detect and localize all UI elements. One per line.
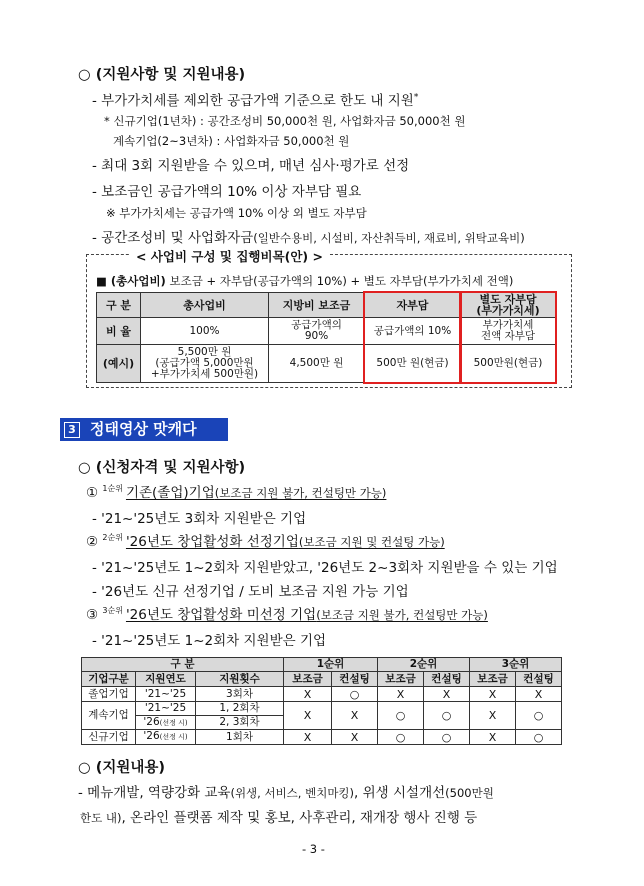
highlight-self-column: [363, 291, 462, 384]
section-number: 3: [64, 422, 80, 438]
budget-ratio-subsidy: [269, 318, 365, 345]
budget-example-total-2: (공급가액 5,000만원: [155, 357, 254, 369]
eligibility-table: [81, 657, 562, 745]
footnote-mark: *: [413, 92, 419, 103]
support-content-2b: , 온라인 플랫폼 제작 및 홍보, 사후관리, 재개장 행사 진행 등: [121, 810, 478, 826]
rank-3-number: ③: [86, 607, 99, 623]
budget-formula: [96, 273, 513, 289]
budget-ratio-extra-1: 부가가치세: [482, 319, 534, 331]
support-content-1d: (500만원: [445, 786, 494, 800]
header-subsidy-1: 보조금: [284, 672, 332, 687]
budget-formula-rest: 보조금 + 자부담(공급가액의 10%) + 별도 자부담(부가가치세 전액): [165, 274, 514, 288]
row-cont-count-a: 1, 2회차: [196, 702, 284, 716]
row-new-year-value: '26: [143, 730, 160, 742]
header-rank-3: 3순위: [470, 658, 562, 672]
page-number: - 3 -: [302, 842, 325, 856]
budget-example-total-1: 5,500만 원: [177, 346, 232, 358]
highlight-extra-column: [459, 291, 557, 384]
support-bullet-4-main: - 공간조성비 및 사업화자금: [92, 230, 254, 246]
rank-1-note: (보조금 지원 불가, 컨설팅만 가능): [214, 486, 387, 500]
rank-2-note: (보조금 지원 및 컨설팅 가능): [298, 535, 445, 549]
row-grad-r2-subsidy: X: [378, 687, 424, 702]
rank-3-line: [86, 603, 488, 623]
support-content-1b: (위생, 서비스, 벤치마킹): [230, 786, 355, 800]
budget-ratio-subsidy-1: 공급가액의: [291, 319, 342, 331]
row-new-r3-consulting: ○: [516, 730, 562, 745]
row-cont-r1-subsidy: X: [284, 702, 332, 730]
row-new-r3-subsidy: X: [470, 730, 516, 745]
budget-example-total-3: +부가가치세 500만원): [150, 368, 259, 380]
rank-3-note: (보조금 지원 불가, 컨설팅만 가능): [316, 608, 488, 622]
budget-ratio-self: 공급가액의 10%: [365, 318, 461, 345]
support-content-line-2: [80, 806, 477, 826]
row-grad-r3-subsidy: X: [470, 687, 516, 702]
budget-formula-bold: ■ (총사업비): [96, 274, 166, 288]
row-cont-year-a: '21~'25: [136, 702, 196, 716]
budget-example-subsidy: 4,500만 원: [269, 345, 365, 383]
budget-header-extra-1: 별도 자부담: [479, 293, 537, 306]
budget-example-label: (예시): [97, 345, 141, 383]
vat-note: ※ 부가가치세는 공급가액 10% 이상 외 별도 자부담: [106, 206, 367, 220]
table-row: [82, 687, 562, 702]
rank-2-badge: 2순위: [102, 533, 123, 542]
row-new-type: 신규기업: [82, 730, 136, 745]
budget-example-total: [141, 345, 269, 383]
budget-header-total: 총사업비: [141, 293, 269, 318]
row-cont-r1-consulting: X: [332, 702, 378, 730]
support-bullet-4-sub: (일반수용비, 시설비, 자산취득비, 재료비, 위탁교육비): [253, 231, 525, 245]
header-support-count: 지원횟수: [196, 672, 284, 687]
header-group: 구 분: [82, 658, 284, 672]
table-row: [82, 702, 562, 716]
header-consulting-2: 컨설팅: [424, 672, 470, 687]
row-cont-year-b: [136, 716, 196, 730]
row-cont-r2-consulting: ○: [424, 702, 470, 730]
budget-header-extra-2: (부가가치세): [476, 304, 540, 317]
header-support-year: 지원연도: [136, 672, 196, 687]
row-new-count: 1회차: [196, 730, 284, 745]
row-new-year: [136, 730, 196, 745]
header-subsidy-3: 보조금: [470, 672, 516, 687]
row-grad-type: 졸업기업: [82, 687, 136, 702]
row-cont-count-b: 2, 3회차: [196, 716, 284, 730]
support-bullet-1: [92, 89, 418, 109]
row-grad-year: '21~'25: [136, 687, 196, 702]
rank-3-badge: 3순위: [102, 606, 123, 615]
rank-1-detail: - '21~'25년도 3회차 지원받은 기업: [92, 511, 307, 527]
row-cont-r2-subsidy: ○: [378, 702, 424, 730]
support-note-new: * 신규기업(1년차) : 공간조성비 50,000천 원, 사업화자금 50,000천 원: [104, 114, 466, 128]
rank-3-detail: - '21~'25년도 1~2회차 지원받은 기업: [92, 633, 327, 649]
eligibility-heading: ○ (신청자격 및 지원사항): [78, 460, 246, 476]
row-grad-r2-consulting: X: [424, 687, 470, 702]
support-content-1a: - 메뉴개발, 역량강화 교육: [78, 785, 231, 801]
budget-header-self: 자부담: [365, 293, 461, 318]
header-rank-2: 2순위: [378, 658, 470, 672]
support-content-line-1: [78, 781, 494, 801]
budget-example-extra: 500만원(현금): [461, 345, 556, 383]
row-cont-r3-consulting: ○: [516, 702, 562, 730]
row-new-year-note: (선정 시): [159, 733, 188, 741]
header-subsidy-2: 보조금: [378, 672, 424, 687]
rank-2-detail-2: - '26년도 신규 선정기업 / 도비 보조금 지원 가능 기업: [92, 584, 409, 600]
rank-2-number: ②: [86, 534, 99, 550]
budget-ratio-label: 비 율: [97, 318, 141, 345]
budget-ratio-extra-2: 전액 자부담: [480, 330, 536, 342]
section-title: 정태영상 맛캐다: [84, 418, 228, 441]
budget-header-subsidy: 지방비 보조금: [269, 293, 365, 318]
rank-2-line: [86, 530, 445, 550]
support-note-continuing: 계속기업(2~3년차) : 사업화자금 50,000천 원: [113, 134, 350, 148]
row-cont-year-b-value: '26: [143, 715, 160, 728]
support-heading: ○ (지원사항 및 지원내용): [78, 67, 246, 83]
table-row: [82, 730, 562, 745]
header-company-type: 기업구분: [82, 672, 136, 687]
support-bullet-1-text: - 부가가치세를 제외한 공급가액 기준으로 한도 내 지원: [92, 93, 414, 109]
header-rank-1: 1순위: [284, 658, 378, 672]
rank-2-title: '26년도 창업활성화 선정기업: [125, 534, 299, 550]
row-cont-r3-subsidy: X: [470, 702, 516, 730]
support-content-1c: , 위생 시설개선: [354, 785, 446, 801]
rank-1-title: 기존(졸업)기업: [125, 485, 215, 501]
row-cont-type: 계속기업: [82, 702, 136, 730]
row-grad-count: 3회차: [196, 687, 284, 702]
budget-ratio-total: 100%: [141, 318, 269, 345]
section-number-badge: [60, 418, 84, 441]
support-bullet-4: [92, 226, 525, 246]
row-new-r1-subsidy: X: [284, 730, 332, 745]
row-new-r2-consulting: ○: [424, 730, 470, 745]
row-cont-year-b-note: (선정 시): [159, 718, 188, 727]
header-consulting-1: 컨설팅: [332, 672, 378, 687]
row-new-r1-consulting: X: [332, 730, 378, 745]
row-grad-r3-consulting: X: [516, 687, 562, 702]
budget-box-title: < 사업비 구성 및 집행비목(안) >: [130, 247, 329, 265]
support-bullet-3: - 보조금인 공급가액의 10% 이상 자부담 필요: [92, 184, 362, 200]
rank-3-title: '26년도 창업활성화 미선정 기업: [125, 607, 317, 623]
support-bullet-2: - 최대 3회 지원받을 수 있으며, 매년 심사·평가로 선정: [92, 158, 410, 174]
budget-ratio-subsidy-2: 90%: [304, 330, 329, 342]
support-content-2a: 한도 내): [80, 811, 122, 825]
rank-1-badge: 1순위: [102, 484, 123, 493]
row-grad-r1-subsidy: X: [284, 687, 332, 702]
budget-header-category: 구 분: [97, 293, 141, 318]
header-consulting-3: 컨설팅: [516, 672, 562, 687]
rank-2-detail-1: - '21~'25년도 1~2회차 지원받았고, '26년도 2~3회차 지원받을 수 있는 기업: [92, 560, 558, 576]
rank-1-line: [86, 481, 386, 501]
budget-example-self: 500만 원(현금): [365, 345, 461, 383]
rank-1-number: ①: [86, 485, 99, 501]
row-grad-r1-consulting: ○: [332, 687, 378, 702]
support-content-heading: ○ (지원내용): [78, 760, 165, 776]
row-new-r2-subsidy: ○: [378, 730, 424, 745]
